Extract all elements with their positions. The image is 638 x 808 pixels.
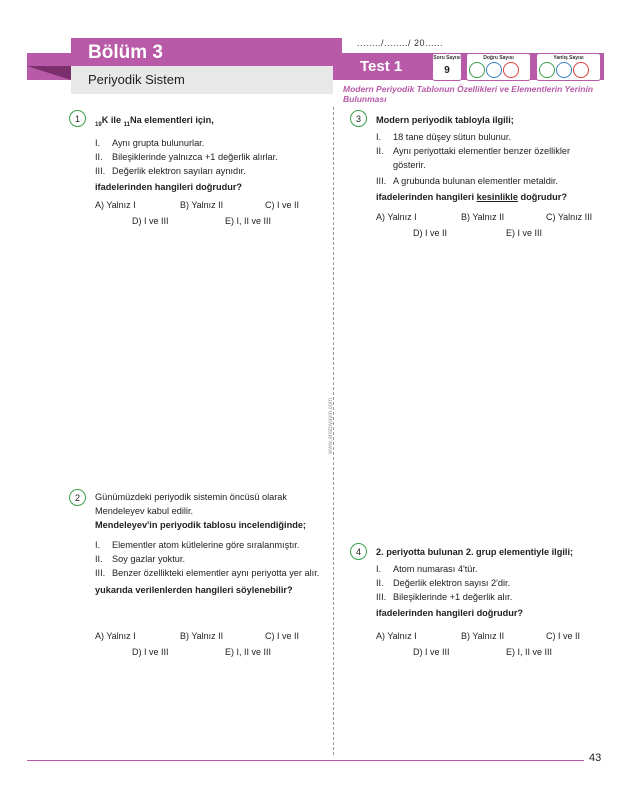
- footer-line: [27, 760, 584, 761]
- statement-item: [95, 552, 320, 566]
- option-d[interactable]: D) I ve III: [132, 647, 169, 657]
- statement-item: [95, 538, 320, 552]
- question-stem: [95, 113, 320, 132]
- publisher-watermark: www.aristoyayin.com: [328, 398, 334, 455]
- yanlis-sayisi-label: Yanlış Sayısı: [553, 55, 584, 61]
- question-intro: Günümüzdeki periyodik sistemin öncüsü olarak Mendeleyev kabul edilir.: [95, 492, 288, 516]
- statement-text: Soy gazlar yoktur.: [112, 554, 186, 564]
- soru-sayisi-value: 9: [444, 65, 450, 76]
- question-stem: Mendeleyev'in periyodik tablosu incelendiğinde;: [95, 520, 306, 530]
- question-1: [95, 113, 320, 194]
- answer-options: [95, 631, 325, 661]
- option-e[interactable]: E) I, II ve III: [225, 216, 272, 226]
- statement-text: Elementler atom kütlelerine göre sıralanmıştır.: [112, 540, 300, 550]
- roman-numeral: III.: [95, 165, 106, 176]
- statement-text: Bileşiklerinde +1 değerlik alır.: [393, 592, 513, 602]
- dogru-sayisi-label: Doğru Sayısı: [483, 55, 514, 61]
- roman-numeral: I.: [95, 137, 101, 148]
- answer-options: [95, 200, 325, 230]
- roman-numeral: I.: [376, 564, 382, 574]
- roman-numeral: II.: [376, 146, 384, 156]
- statement-item: [376, 562, 601, 576]
- ask-text: ifadelerinden hangileri: [376, 192, 477, 202]
- question-2: [95, 490, 320, 597]
- soru-sayisi-label: Soru Sayısı: [433, 55, 461, 61]
- statement-text: A grubunda bulunan elementler metaldir.: [393, 176, 558, 186]
- question-number: 3: [350, 110, 367, 127]
- question-number: 1: [69, 110, 86, 127]
- answer-options: [376, 631, 606, 661]
- statement-text: Bileşiklerinde yalnızca +1 değerlik alırlar.: [112, 151, 278, 162]
- atomic-number: 11: [123, 121, 130, 128]
- topic-title: Periyodik Sistem: [88, 72, 185, 87]
- yanlis-sayisi-box: [536, 53, 601, 81]
- option-c[interactable]: C) I ve II: [265, 631, 300, 641]
- option-b[interactable]: B) Yalnız II: [180, 200, 224, 210]
- option-d[interactable]: D) I ve III: [132, 216, 169, 226]
- option-b[interactable]: B) Yalnız II: [461, 212, 505, 222]
- option-a[interactable]: A) Yalnız I: [376, 631, 417, 641]
- question-ask: [376, 190, 601, 204]
- date-line: ......../......../ 20......: [357, 38, 444, 48]
- option-b[interactable]: B) Yalnız II: [180, 631, 224, 641]
- statement-item: [95, 566, 320, 580]
- option-a[interactable]: A) Yalnız I: [95, 631, 136, 641]
- statement-item: [95, 150, 320, 164]
- question-ask: ifadelerinden hangileri doğrudur?: [376, 608, 524, 618]
- blue-circle-icon[interactable]: [556, 62, 572, 78]
- statement-text: Değerlik elektron sayıları aynıdır.: [112, 165, 246, 176]
- answer-options: [376, 212, 606, 242]
- ask-text: doğrudur?: [517, 192, 567, 202]
- green-circle-icon[interactable]: [469, 62, 485, 78]
- statement-item: [376, 174, 601, 188]
- atomic-number: 19: [95, 121, 102, 128]
- option-b[interactable]: B) Yalnız II: [461, 631, 505, 641]
- green-circle-icon[interactable]: [539, 62, 555, 78]
- roman-numeral: I.: [376, 132, 382, 142]
- question-number: 4: [350, 543, 367, 560]
- statement-item: [376, 590, 601, 604]
- option-a[interactable]: A) Yalnız I: [95, 200, 136, 210]
- roman-numeral: III.: [376, 176, 387, 186]
- statement-item: [376, 144, 601, 172]
- roman-numeral: II.: [95, 151, 103, 162]
- question-stem: 2. periyotta bulunan 2. grup elementiyle ilgili;: [376, 547, 574, 557]
- stem-text: Na elementleri için,: [130, 115, 214, 125]
- statement-text: Atom numarası 4'tür.: [393, 564, 478, 574]
- red-circle-icon[interactable]: [503, 62, 519, 78]
- test-title: Test 1: [360, 58, 403, 75]
- option-c[interactable]: C) I ve II: [546, 631, 581, 641]
- statement-item: [95, 136, 320, 150]
- statement-text: 18 tane düşey sütun bulunur.: [393, 132, 511, 142]
- option-c[interactable]: C) Yalnız III: [546, 212, 593, 222]
- option-d[interactable]: D) I ve II: [413, 228, 448, 238]
- option-d[interactable]: D) I ve III: [413, 647, 450, 657]
- roman-numeral: II.: [95, 554, 103, 564]
- blue-circle-icon[interactable]: [486, 62, 502, 78]
- statement-item: [95, 164, 320, 178]
- statement-text: Aynı periyottaki elementler benzer özellikler gösterir.: [393, 146, 571, 170]
- test-subtitle: Modern Periyodik Tablonun Özellikleri ve Elementlerin Yerinin Bulunması: [343, 84, 594, 104]
- section-title: Bölüm 3: [88, 42, 163, 63]
- stem-text: K ile: [101, 115, 124, 125]
- option-c[interactable]: C) I ve II: [265, 200, 300, 210]
- option-a[interactable]: A) Yalnız I: [376, 212, 417, 222]
- question-ask: yukarıda verilenlerden hangileri söylenebilir?: [95, 585, 293, 595]
- statement-item: [376, 130, 601, 144]
- option-e[interactable]: E) I, II ve III: [506, 647, 553, 657]
- roman-numeral: III.: [95, 568, 106, 578]
- question-4: [376, 545, 601, 620]
- page-number: 43: [589, 752, 602, 764]
- statement-text: Aynı grupta bulunurlar.: [112, 137, 205, 148]
- soru-sayisi-box: [432, 53, 462, 81]
- roman-numeral: II.: [376, 578, 384, 588]
- statement-text: Değerlik elektron sayısı 2'dir.: [393, 578, 511, 588]
- statement-item: [376, 576, 601, 590]
- question-number: 2: [69, 489, 86, 506]
- dogru-sayisi-box: [466, 53, 531, 81]
- option-e[interactable]: E) I, II ve III: [225, 647, 272, 657]
- ask-emphasis: kesinlikle: [476, 192, 518, 202]
- question-3: [376, 113, 601, 204]
- roman-numeral: III.: [376, 592, 387, 602]
- red-circle-icon[interactable]: [573, 62, 589, 78]
- statement-text: Benzer özellikteki elementler aynı periyotta yer alır.: [112, 568, 320, 578]
- question-ask: ifadelerinden hangileri doğrudur?: [95, 181, 243, 192]
- roman-numeral: I.: [95, 540, 101, 550]
- question-stem: Modern periyodik tabloyla ilgili;: [376, 115, 514, 125]
- option-e[interactable]: E) I ve III: [506, 228, 543, 238]
